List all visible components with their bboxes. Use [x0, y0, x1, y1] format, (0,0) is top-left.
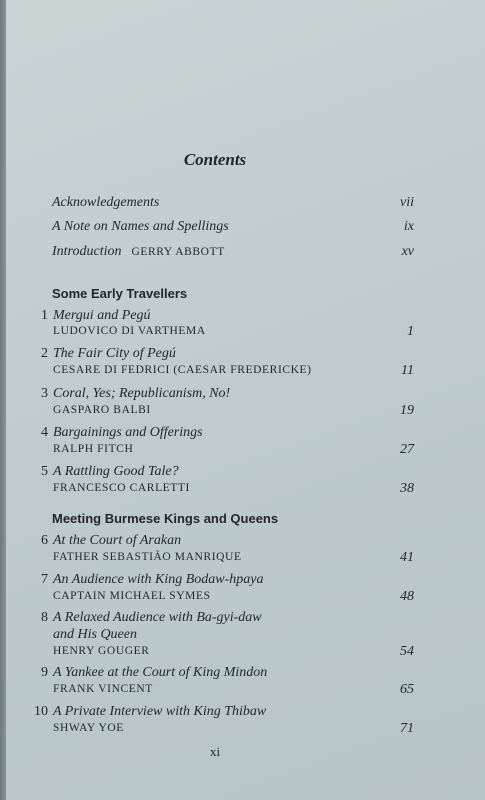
- entry-page: 54: [400, 644, 414, 659]
- entry-page: 48: [400, 589, 414, 604]
- toc-front-item: [52, 244, 414, 264]
- entry-page: 71: [400, 721, 414, 736]
- toc-front-item: [52, 219, 414, 239]
- entry-number: 7: [41, 572, 48, 587]
- entry-author: FRANK VINCENT: [53, 683, 153, 695]
- entry-author: CESARE DI FEDRICI (CAESAR FREDERICKE): [53, 364, 312, 376]
- entry-number: 9: [41, 665, 48, 680]
- entry-page: 11: [401, 363, 414, 378]
- entry-author: LUDOVICO DI VARTHEMA: [53, 325, 206, 337]
- entry-author: SHWAY YOE: [53, 722, 124, 734]
- entry-title: A Rattling Good Tale?: [53, 464, 179, 479]
- entry-number: 5: [41, 464, 48, 479]
- entry-title: Coral, Yes; Republicanism, No!: [53, 386, 231, 401]
- entry-author: GASPARO BALBI: [53, 404, 151, 416]
- entry-page: 65: [400, 682, 414, 697]
- front-item-title: A Note on Names and Spellings: [52, 219, 229, 234]
- entry-title: A Relaxed Audience with Ba-gyi-daw: [53, 610, 262, 625]
- front-item-title: Introduction: [52, 244, 122, 259]
- entry-title: Mergui and Pegú: [53, 308, 151, 323]
- entry-number: 3: [41, 386, 48, 401]
- entry-page: 27: [400, 442, 414, 457]
- entry-author: HENRY GOUGER: [53, 645, 150, 657]
- entry-number: 1: [41, 308, 48, 323]
- entry-page: 41: [400, 550, 414, 565]
- entry-page: 1: [407, 324, 414, 339]
- page-title: Contents: [183, 150, 247, 169]
- entry-author: CAPTAIN MICHAEL SYMES: [53, 590, 211, 602]
- front-item-page: ix: [403, 219, 414, 234]
- entry-number: 2: [41, 346, 48, 361]
- entry-number: 10: [34, 704, 48, 719]
- entry-title: A Yankee at the Court of King Mindon: [53, 665, 268, 680]
- front-item-page: vii: [400, 195, 414, 210]
- front-item-title: Acknowledgements: [52, 195, 160, 210]
- entry-page: 19: [400, 403, 414, 418]
- entry-title: The Fair City of Pegú: [53, 346, 176, 361]
- entry-author: RALPH FITCH: [53, 443, 134, 455]
- entry-page: 38: [400, 481, 414, 496]
- entry-number: 4: [41, 425, 48, 440]
- section-heading: Meeting Burmese Kings and Queens: [52, 511, 279, 526]
- entry-title: At the Court of Arakan: [53, 533, 182, 548]
- entry-number: 6: [41, 533, 48, 548]
- toc-front-item: [52, 195, 414, 215]
- front-item-page: xv: [401, 244, 414, 259]
- entry-number: 8: [41, 610, 48, 625]
- entry-title: A Private Interview with King Thibaw: [53, 704, 267, 719]
- entry-title: An Audience with King Bodaw-hpaya: [53, 572, 264, 587]
- section-heading: Some Early Travellers: [52, 286, 188, 301]
- front-item-author: GERRY ABBOTT: [131, 246, 225, 258]
- entry-author: FATHER SEBASTIÃO MANRIQUE: [53, 551, 242, 563]
- entry-author: FRANCESCO CARLETTI: [53, 482, 190, 494]
- entry-title-line2: and His Queen: [53, 627, 137, 642]
- entry-title: Bargainings and Offerings: [53, 425, 203, 440]
- page-number: xi: [209, 744, 221, 759]
